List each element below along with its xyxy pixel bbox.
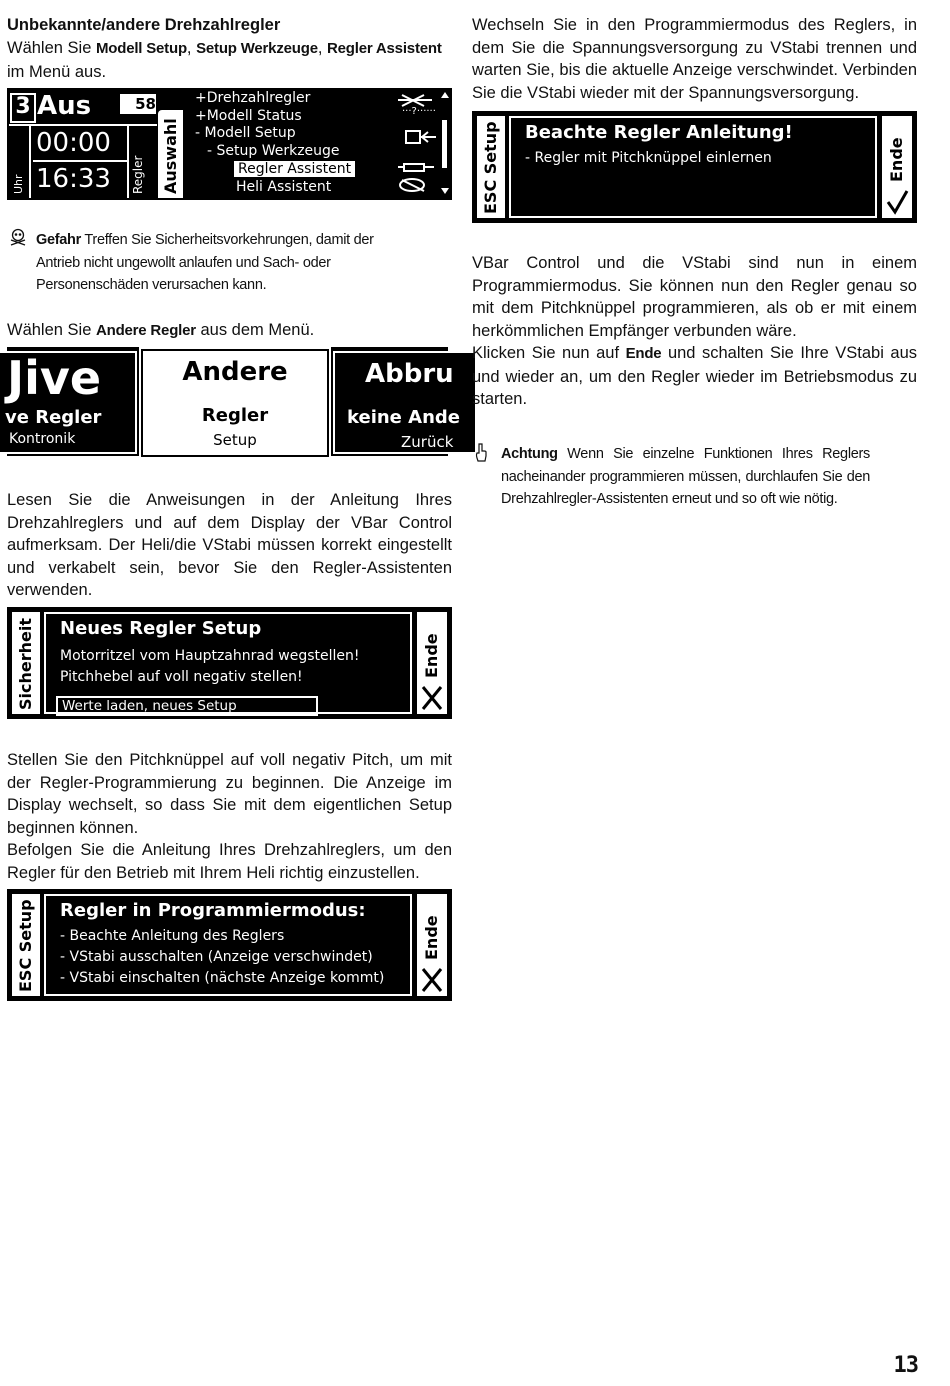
- tab-sicherheit-label: Sicherheit: [16, 618, 35, 710]
- instructions-paragraph: Lesen Sie die Anweisungen in der Anleitung Ihres Drehzahlreglers und auf dem Display der VBar Control aufmerksam. Der Heli/die VStabi müssen korrekt eingestellt und verkabelt sein, bevor Sie den Regler-Assistenten verwenden.: [7, 491, 452, 600]
- card-andere[interactable]: [141, 349, 329, 457]
- timer-1: 00:00: [36, 128, 111, 158]
- program-line: - VStabi einschalten (nächste Anzeige kommt): [60, 970, 385, 986]
- esc-program-screen: [7, 889, 452, 1001]
- menu-item-selected[interactable]: Regler Assistent: [233, 160, 356, 178]
- follow-paragraph: Befolgen Sie die Anleitung Ihres Drehzahlreglers, um den Regler für den Betrieb mit Ihrem Heli richtig einzustellen.: [7, 841, 452, 882]
- program-line: - VStabi ausschalten (Anzeige verschwindet): [60, 949, 373, 965]
- counter-box: 58: [120, 94, 156, 114]
- page-number: 13: [893, 1353, 918, 1378]
- tab-auswahl-label: Auswahl: [161, 118, 180, 194]
- end-label: Ende: [422, 915, 441, 960]
- motor-status: Aus: [37, 91, 92, 121]
- card-abbruch[interactable]: [333, 351, 477, 454]
- note-panel: [509, 116, 877, 218]
- menu-item[interactable]: Heli Assistent: [236, 178, 332, 195]
- restart-paragraph: Klicken Sie nun auf Ende und schalten Sie Ihre VStabi aus und wieder an, um den Regler wieder im Betriebsmodus zu starten.: [472, 344, 917, 409]
- end-label: Ende: [422, 633, 441, 678]
- esc-note-screen: [472, 111, 917, 223]
- program-panel: [44, 894, 412, 996]
- program-mode-paragraph: Wechseln Sie in den Programmiermodus des Reglers, in dem Sie die Spannungsversorgung zu VStabi trennen und warten Sie, bis die aktuelle Anzeige verschwindet. Verbinden Sie die VStabi wieder mit der Spannungsversorgung.: [472, 16, 917, 102]
- menu-item[interactable]: +Modell Status: [195, 107, 302, 124]
- note-title: Beachte Regler Anleitung!: [525, 122, 793, 143]
- tab-sicherheit: [12, 612, 40, 714]
- close-icon: [420, 966, 444, 994]
- end-button[interactable]: [882, 116, 912, 218]
- safety-line-1: Motorritzel vom Hauptzahnrad wegstellen!: [60, 648, 360, 664]
- pitch-paragraph: Stellen Sie den Pitchknüppel auf voll negativ Pitch, um mit der Regler-Programmierung zu beginnen. Die Anzeige im Display wechselt, so dass Sie mit dem eigentlichen Setup beginnen können.: [7, 751, 452, 837]
- divider: [9, 124, 157, 126]
- label-uhr: Uhr: [12, 174, 25, 194]
- safety-screen: [7, 607, 452, 719]
- safety-line-2: Pitchhebel auf voll negativ stellen!: [60, 669, 303, 685]
- model-number: 3: [10, 93, 36, 123]
- card-jive[interactable]: [0, 351, 137, 454]
- menu-item[interactable]: - Modell Setup: [195, 125, 296, 141]
- attention-note: Achtung Wenn Sie einzelne Funktionen Ihres Reglers nacheinander programmieren müssen, durchlaufen Sie den Drehzahlregler-Assistenten erneut und so oft wie nötig.: [501, 446, 870, 508]
- section-heading: Unbekannte/andere Drehzahlregler: [7, 16, 281, 34]
- divider: [127, 126, 129, 198]
- end-button[interactable]: [417, 612, 447, 714]
- tab-esc-setup: [12, 894, 40, 996]
- program-title: Regler in Programmiermodus:: [60, 900, 366, 921]
- safety-panel: [44, 612, 412, 714]
- end-label: Ende: [887, 137, 906, 182]
- card-andere-subtitle: Regler: [201, 405, 269, 426]
- skull-icon: [9, 228, 27, 246]
- divider: [33, 160, 127, 162]
- card-abbruch-caption: Zurück: [401, 433, 454, 451]
- warning-note: Gefahr Treffen Sie Sicherheitsvorkehrungen, damit der Antrieb nicht ungewollt anlaufen und Sach- oder Personenschäden verursachen kann.: [36, 232, 374, 294]
- divider: [29, 126, 31, 198]
- note-line: - Regler mit Pitchknüppel einlernen: [525, 150, 772, 166]
- card-andere-title: Andere: [182, 357, 288, 387]
- tab-esc-setup: [477, 116, 505, 218]
- menu-list: [195, 90, 356, 196]
- card-abbruch-title: Abbru: [365, 359, 454, 389]
- menu-scrollbar[interactable]: [440, 92, 449, 196]
- menu-item[interactable]: - Setup Werkzeuge: [207, 142, 340, 159]
- close-icon: [420, 684, 444, 712]
- tab-esc-setup-label: ESC Setup: [16, 899, 35, 992]
- label-regler: Regler: [131, 155, 145, 194]
- regler-select-screen: [5, 347, 460, 456]
- checkmark-icon: [885, 188, 909, 216]
- timer-2: 16:33: [36, 164, 111, 194]
- menu-screen: [7, 88, 452, 200]
- end-button[interactable]: [417, 894, 447, 996]
- card-abbruch-subtitle: keine Ande: [347, 407, 460, 428]
- safety-title: Neues Regler Setup: [60, 618, 262, 639]
- program-line: - Beachte Anleitung des Reglers: [60, 928, 285, 944]
- programming-paragraph: VBar Control und die VStabi sind nun in einem Programmiermodus. Sie können nun den Regler genau so mit dem Pitchknüppel programmieren, als ob er mit einem herkömmlichen Empfänger verbunden wäre.: [472, 254, 917, 340]
- select-paragraph: Wählen Sie Andere Regler aus dem Menü.: [7, 321, 315, 339]
- pointing-hand-icon: [474, 443, 488, 463]
- tab-esc-setup-label: ESC Setup: [481, 121, 500, 214]
- card-jive-title: Jive: [7, 351, 102, 405]
- card-jive-caption: Kontronik: [9, 431, 76, 447]
- tab-auswahl[interactable]: [158, 110, 183, 198]
- load-values-button[interactable]: Werte laden, neues Setup: [56, 696, 318, 716]
- menu-item[interactable]: +Drehzahlregler: [195, 90, 311, 106]
- card-jive-subtitle: ve Regler: [5, 407, 102, 428]
- intro-paragraph: Wählen Sie Modell Setup, Setup Werkzeuge, Regler Assistent im Menü aus.: [7, 39, 442, 81]
- question-dots: ···?······: [402, 106, 436, 117]
- card-andere-caption: Setup: [213, 431, 257, 449]
